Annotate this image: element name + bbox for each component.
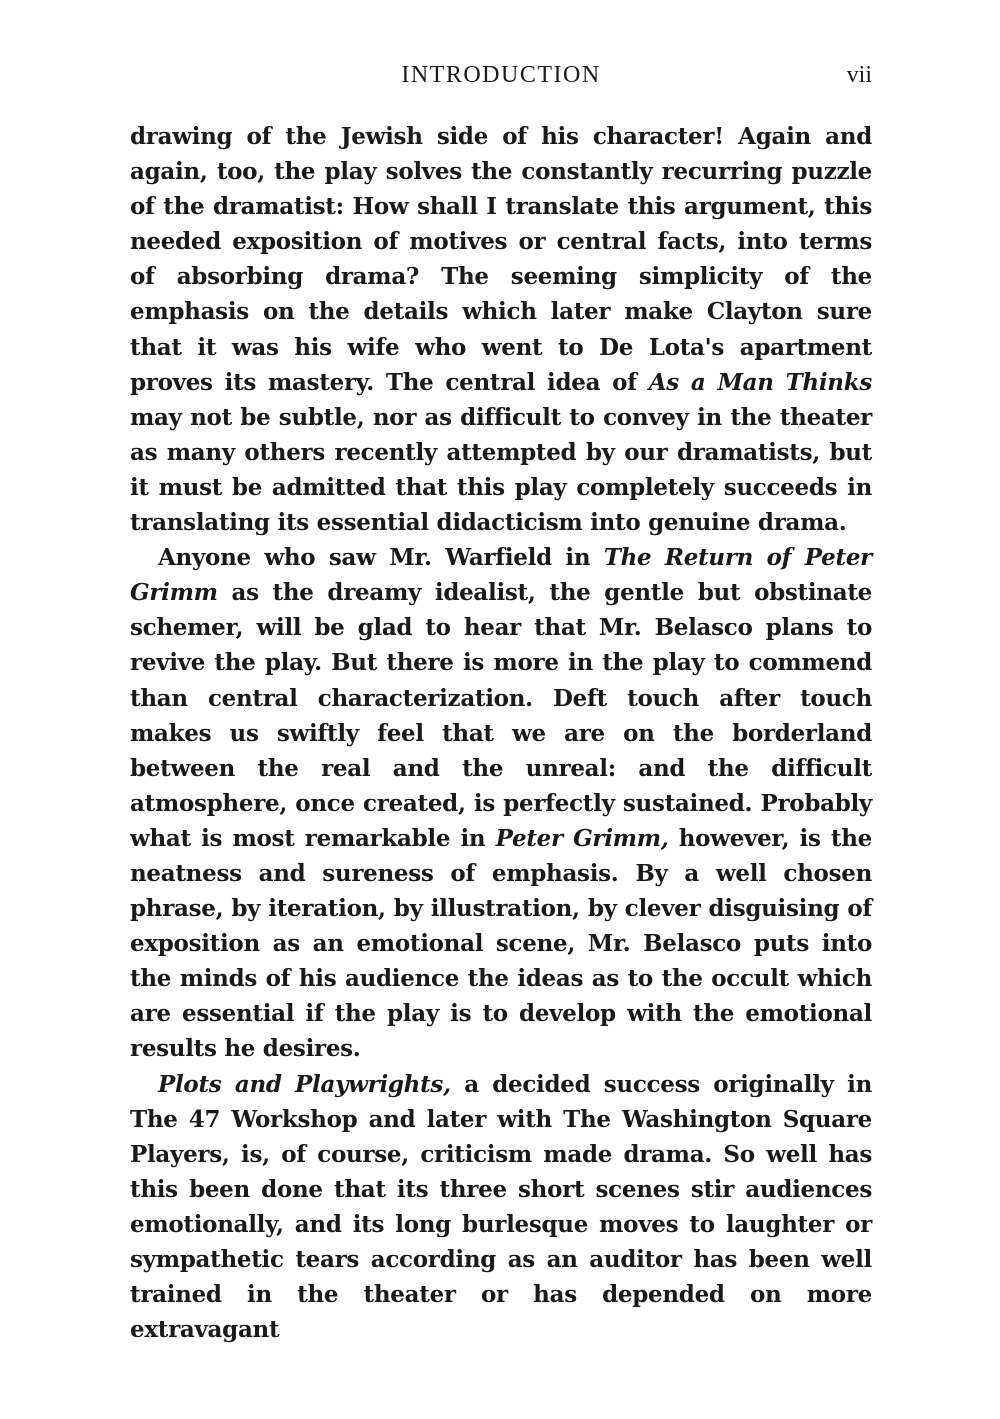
play-title-plots-and-playwrights: Plots and Playwrights,	[158, 1070, 451, 1098]
paragraph-3	[130, 1067, 872, 1348]
paragraph-text: however, is the neatness and sureness of emphasis. By a well chosen phrase, by iteration, by illustration, by clever disguising of exposition as an emotional scene, Mr. Belasco puts into the minds of his audience the ideas as to the occult which are essential if the play is to develop with the emotional results he desires.	[130, 824, 872, 1063]
running-title: INTRODUCTION	[401, 62, 601, 88]
paragraph-2	[130, 540, 872, 1066]
paragraph-1	[130, 119, 872, 540]
body-text	[130, 119, 872, 1347]
paragraph-text: a decided success originally in The 47 Workshop and later with The Washington Square Players, is, of course, criticism made drama. So well has this been done that its three short scenes stir audiences emotionally, and its long burlesque moves to laughter or sympathetic tears according as an auditor has been well trained in the theater or has depended on more extravagant	[130, 1070, 872, 1344]
play-title-as-a-man-thinks: As a Man Thinks	[648, 368, 872, 396]
paragraph-text: may not be subtle, nor as difficult to convey in the theater as many others recently attempted by our dramatists, but it must be admitted that this play completely succeeds in translating its essential didacticism into genuine drama.	[130, 403, 872, 537]
paragraph-text: Anyone who saw Mr. Warfield in	[158, 544, 604, 572]
paragraph-text: as the dreamy idealist, the gentle but obstinate schemer, will be glad to hear that Mr. Belasco plans to revive the play. But there is more in the play to commend than central characterization. Deft touch after touch makes us swiftly feel that we are on the borderland between the real and the unreal: and the difficult atmosphere, once created, is perfectly sustained. Probably what is most remarkable in	[130, 579, 872, 852]
page-number: vii	[846, 62, 872, 88]
running-head	[130, 58, 872, 98]
paragraph-text: drawing of the Jewish side of his character! Again and again, too, the play solves the constantly recurring puzzle of the dramatist: How shall I translate this argument, this needed exposition of motives or central facts, into terms of absorbing drama? The seeming simplicity of the emphasis on the details which later make Clayton sure that it was his wife who went to De Lota's apartment proves its mastery. The central idea of	[130, 123, 872, 396]
play-title-peter-grimm: Peter Grimm,	[495, 824, 669, 852]
play-title-return-of-peter-grimm: The Return of Peter Grimm	[130, 544, 872, 607]
